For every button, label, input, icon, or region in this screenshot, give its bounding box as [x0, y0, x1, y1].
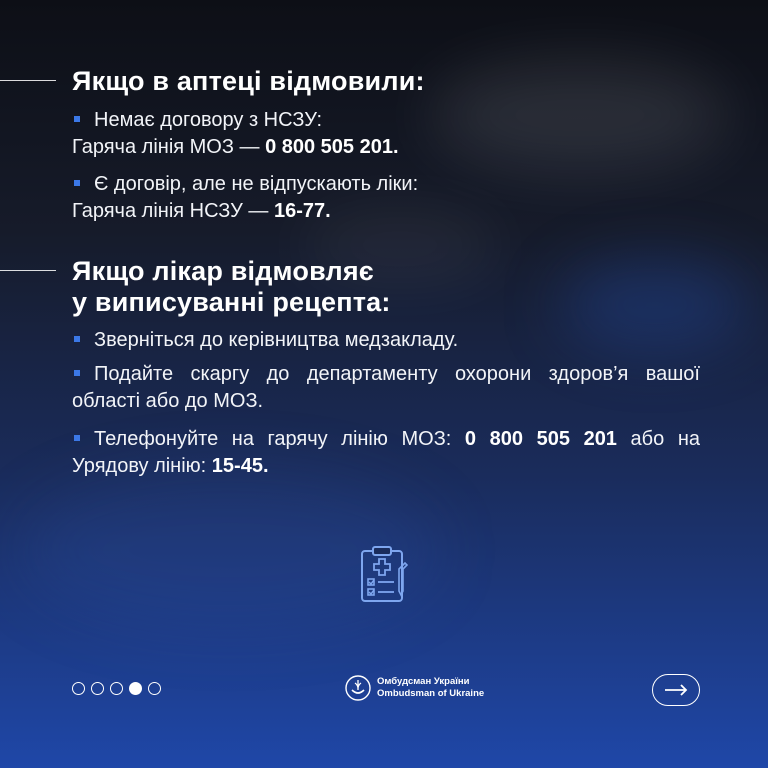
hotline-number: 15-45.: [211, 455, 269, 477]
hotline-number: 0 800 505 201.: [265, 136, 399, 158]
list-item: Зверніться до керівництва медзакладу.: [72, 327, 700, 354]
list-item: Подайте скаргу до департаменту охорони здоров’я вашої області або до МОЗ.: [72, 363, 700, 412]
ombudsman-logo: [345, 675, 484, 701]
ombudsman-emblem-icon: [345, 675, 371, 701]
section-divider: [0, 80, 56, 81]
page-dot[interactable]: [110, 682, 123, 695]
bullet-icon: [74, 435, 80, 441]
page-dot-active[interactable]: [129, 682, 142, 695]
list-item: Немає договору з НСЗУ: Гаряча лінія МОЗ — 0 800 505 201.: [72, 109, 399, 158]
clipboard-medical-icon: [360, 545, 408, 603]
list-item: Є договір, але не відпускають ліки: Гаряча лінія НСЗУ — 16-77.: [72, 173, 419, 222]
page-dot[interactable]: [91, 682, 104, 695]
list-item: Телефонуйте на гарячу лінію МОЗ: 0 800 505 201 або на Урядову лінію: 15-45.: [72, 428, 700, 477]
section-divider: [0, 270, 56, 271]
pagination-dots: [72, 682, 161, 695]
section-heading-pharmacy: Якщо в аптеці відмовили:: [72, 66, 425, 96]
page-dot[interactable]: [72, 682, 85, 695]
bullet-icon: [74, 336, 80, 342]
bullet-icon: [74, 370, 80, 376]
hotline-number: 16-77.: [273, 200, 331, 222]
next-button[interactable]: [652, 674, 700, 706]
arrow-right-icon: [664, 684, 688, 696]
hotline-number: 0 800 505 201: [464, 428, 617, 450]
bullet-icon: [74, 116, 80, 122]
page-dot[interactable]: [148, 682, 161, 695]
section-heading-doctor: Якщо лікар відмовляє у виписуванні рецепта:: [72, 256, 391, 317]
bullet-icon: [74, 180, 80, 186]
logo-text: Омбудсман України Ombudsman of Ukraine: [377, 676, 485, 699]
